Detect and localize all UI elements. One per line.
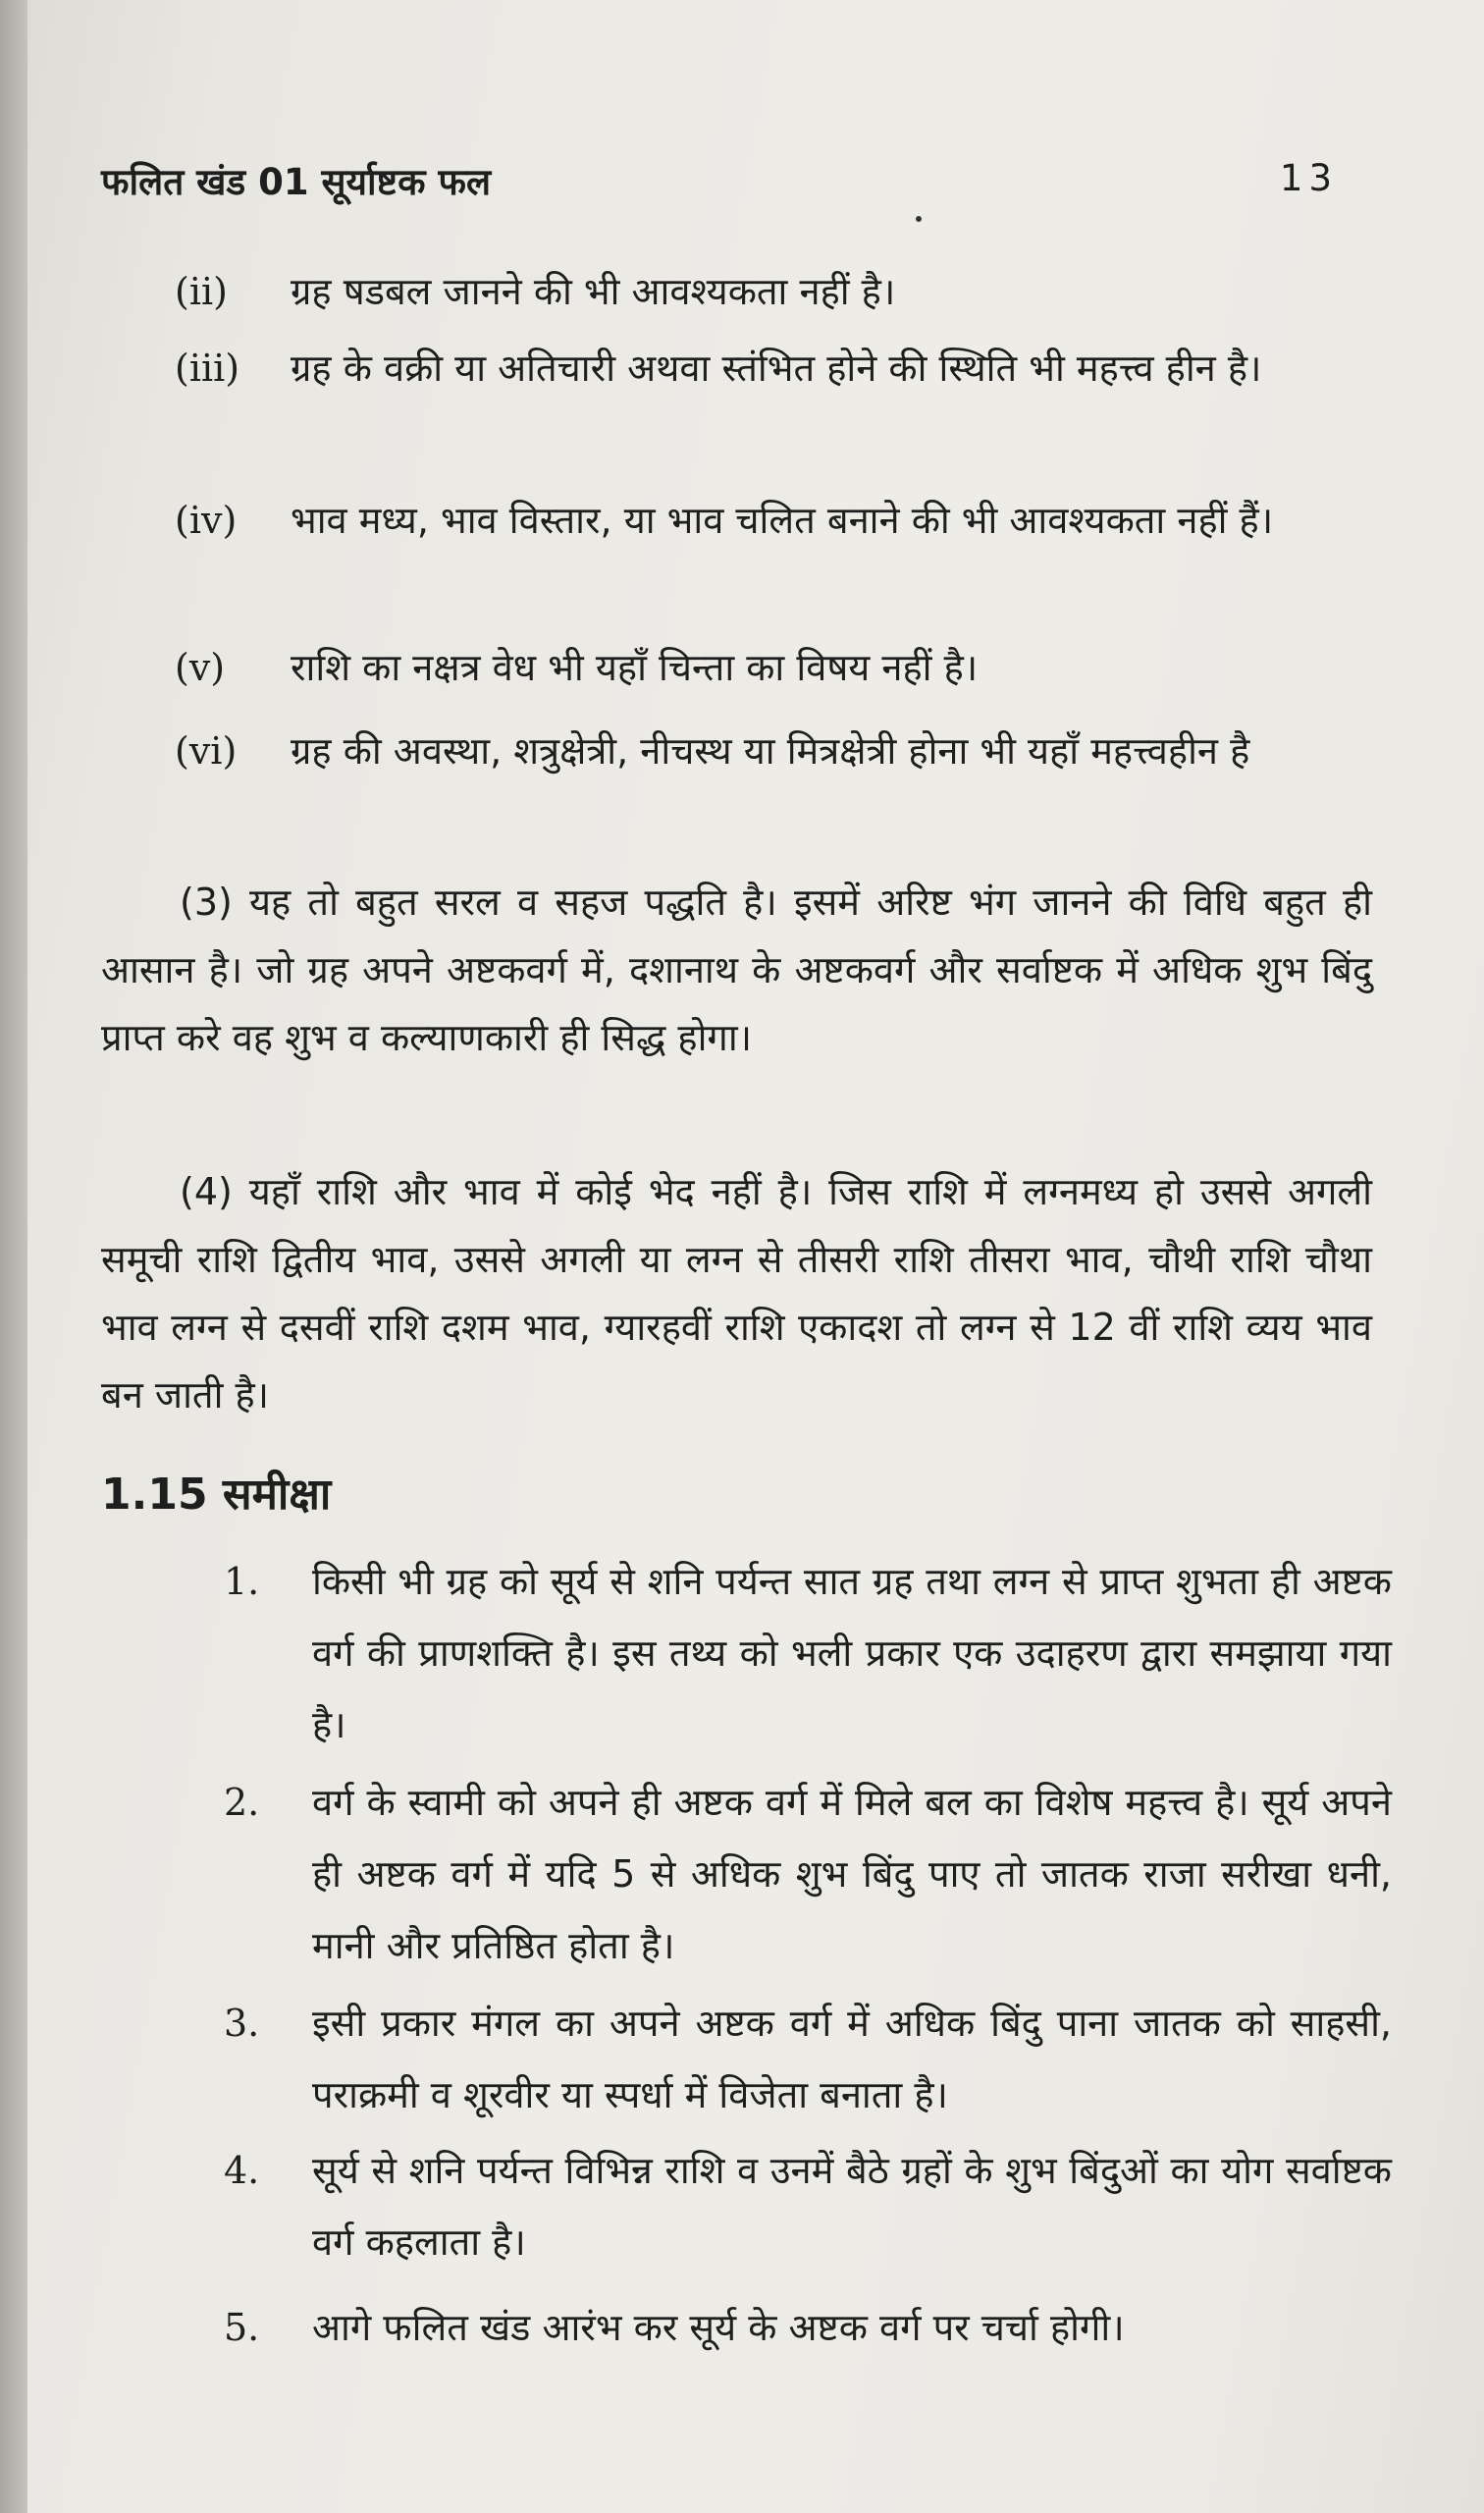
item-number: 5. <box>224 2306 260 2349</box>
item-number: 4. <box>224 2149 260 2192</box>
item-number: (iv) <box>175 499 238 542</box>
book-page <box>27 0 1484 2513</box>
book-gutter-shadow <box>0 0 27 2513</box>
item-text: आगे फलित खंड आरंभ कर सूर्य के अष्टक वर्ग पर चर्चा होगी। <box>312 2306 1125 2349</box>
section-heading: 1.15 समीक्षा <box>101 1470 332 1520</box>
item-text: राशि का नक्षत्र वेध भी यहाँ चिन्ता का विषय नहीं है। <box>291 646 979 689</box>
item-text: किसी भी ग्रह को सूर्य से शनि पर्यन्त सात ग्रह तथा लग्न से प्राप्त शुभता ही अष्टक वर्ग की प्राणशक्ति है। इस तथ्य को भली प्रकार एक उदाहरण द्वारा समझाया गया है। <box>312 1560 1392 1746</box>
item-text: सूर्य से शनि पर्यन्त विभिन्न राशि व उनमें बैठे ग्रहों के शुभ बिंदुओं का योग सर्वाष्टक वर्ग कहलाता है। <box>312 2149 1392 2264</box>
item-text: इसी प्रकार मंगल का अपने अष्टक वर्ग में अधिक बिंदु पाना जातक को साहसी, पराक्रमी व शूरवीर या स्पर्धा में विजेता बनाता है। <box>312 2002 1392 2116</box>
paragraph-4: (4) यहाँ राशि और भाव में कोई भेद नहीं है। जिस राशि में लग्नमध्य हो उससे अगली समूची राशि द्वितीय भाव, उससे अगली या लग्न से तीसरी राशि तीसरा भाव, चौथी राशि चौथा भाव लग्न से दसवीं राशि दशम भाव, ग्यारहवीं राशि एकादश तो लग्न से 12 वीं राशि व्यय भाव बन जाती है। <box>101 1170 1372 1417</box>
item-number: 2. <box>224 1781 260 1824</box>
item-text: ग्रह के वक्री या अतिचारी अथवा स्तंभित होने की स्थिति भी महत्त्व हीन है। <box>291 347 1262 390</box>
item-text: भाव मध्य, भाव विस्तार, या भाव चलित बनाने की भी आवश्यकता नहीं हैं। <box>291 499 1274 542</box>
item-number: 3. <box>224 2002 260 2045</box>
item-number: (ii) <box>175 270 228 313</box>
item-text: ग्रह षडबल जानने की भी आवश्यकता नहीं है। <box>291 270 896 313</box>
item-text: वर्ग के स्वामी को अपने ही अष्टक वर्ग में मिले बल का विशेष महत्त्व है। सूर्य अपने ही अष्टक वर्ग में यदि 5 से अधिक शुभ बिंदु पाए तो जातक राजा सरीखा धनी, मानी और प्रतिष्ठित होता है। <box>312 1781 1392 1967</box>
page-number: 13 <box>1279 157 1338 199</box>
item-number: 1. <box>224 1560 260 1603</box>
running-header <box>101 155 1348 204</box>
item-text: ग्रह की अवस्था, शत्रुक्षेत्री, नीचस्थ या मित्रक्षेत्री होना भी यहाँ महत्त्वहीन है <box>291 729 1250 773</box>
speck-mark <box>916 216 922 222</box>
running-header-title: फलित खंड 01 सूर्याष्टक फल <box>101 161 492 203</box>
paragraph-3: (3) यह तो बहुत सरल व सहज पद्धति है। इसमें अरिष्ट भंग जानने की विधि बहुत ही आसान है। जो ग्रह अपने अष्टकवर्ग में, दशानाथ के अष्टकवर्ग और सर्वाष्टक में अधिक शुभ बिंदु प्राप्त करे वह शुभ व कल्याणकारी ही सिद्ध होगा। <box>101 881 1372 1059</box>
item-number: (v) <box>175 646 226 689</box>
item-number: (iii) <box>175 347 240 390</box>
item-number: (vi) <box>175 729 238 773</box>
